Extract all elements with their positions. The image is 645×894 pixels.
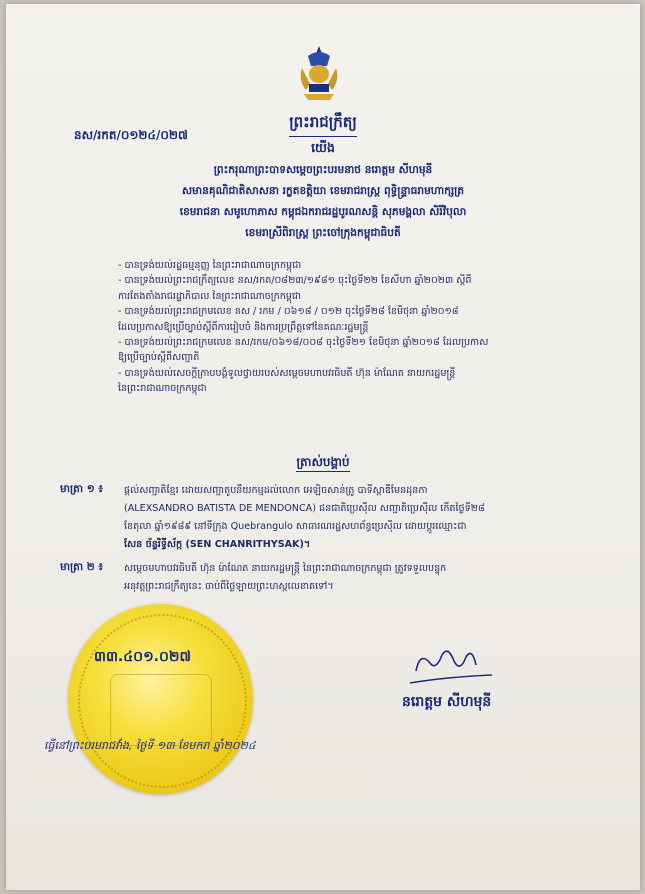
document-title <box>6 113 640 137</box>
signatory-name: នរោត្តម សីហមុនី <box>402 694 492 710</box>
section-heading <box>6 454 640 472</box>
seal-number: ៣៣.៤០១.០២៧ <box>94 649 191 665</box>
preamble-item: នៃព្រះរាជាណាចក្រកម្ពុជា <box>118 383 207 395</box>
preamble-list <box>118 258 588 397</box>
seal-inner-frame <box>110 674 212 746</box>
article-2-label: មាត្រា ២ ៖ <box>60 561 103 573</box>
reference-number: នស/រកត/០១២៤/០២៧ <box>74 128 188 142</box>
section-heading-text: ត្រាស់បង្គាប់ <box>296 455 349 472</box>
article-1-line: (ALEXSANDRO BATISTA DE MENDONCA) ជនជាតិប្រេស៊ីល សញ្ជាតិប្រេស៊ីល កើតថ្ងៃទី២៨ <box>124 503 485 514</box>
signature-icon <box>406 641 496 696</box>
preamble-item: ដែលប្រកាសឱ្យប្រើច្បាប់ស្តីពីការរៀបចំ និងការប្រព្រឹត្តទៅនៃគណៈរដ្ឋមន្ត្រី <box>118 321 369 333</box>
article-1-line: ផ្តល់សញ្ជាតិខ្មែរ ដោយសញ្ជាតូបនីយកម្មដល់លោក អេឡិចសាន់ត្រូ បាទីស្តាឌីមែនដុនកា <box>124 485 428 496</box>
royal-title-line: សមានគុណិជាតិសាសនា រក្ខតខត្តិយា ខេមរាជរាស្ត្រ ពុទ្ធិន្ទ្រាធរាមហាក្សត្រ <box>181 185 465 197</box>
preamble-item: - បានទ្រង់យល់ព្រះរាជក្រឹត្យលេខ នស/រកត/០៨២៣/១៩៨១ ចុះថ្ងៃទី២២ ខែសីហា ឆ្នាំ២០២៣ ស្តីពី <box>118 275 472 287</box>
royal-title-line: ខេមរាស្រីពិរាស្ត្រ ព្រះចៅក្រុងកម្ពុជាធិបតី <box>245 227 401 239</box>
seen-heading: យើង <box>311 140 335 155</box>
article-1-line: ខែតុលា ឆ្នាំ១៩៨៩ នៅទីក្រុង Quebrangulo សាធារណរដ្ឋសហព័ន្ធប្រេស៊ីល ដោយប្តូរឈ្មោះជា <box>124 521 467 532</box>
document-title-text: ព្រះរាជក្រឹត្យ <box>289 113 357 137</box>
preamble-item: - បានទ្រង់យល់ព្រះរាជក្រមលេខ នស/រកម/០៦១៨/០០៨ ចុះថ្ងៃទី២១ ខែមិថុនា ឆ្នាំ២០១៨ ដែលប្រកាស <box>118 337 489 349</box>
royal-emblem-icon <box>294 44 344 104</box>
article-2-line: អនុវត្តព្រះរាជក្រឹត្យនេះ ចាប់ពីថ្ងៃឡាយព្រះហស្តលេខាតទៅ។ <box>124 581 334 592</box>
decree-paper <box>6 4 640 890</box>
article-1-line: សែន ច័ន្ទរិទ្ធីស័ក្ក (SEN CHANRITHYSAK)។ <box>124 539 311 550</box>
preamble-item: - បានទ្រង់យល់រដ្ឋធម្មនុញ្ញ នៃព្រះរាជាណាចក្រកម្ពុជា <box>118 260 302 271</box>
royal-title-line: ខេមរាជនា សមូហោភាស កម្ពុជឯករាជរដ្ឋបូរណសន្តិ សុភមង្គលា សិរីវិបុលា <box>179 206 467 218</box>
article-1-label: មាត្រា ១ ៖ <box>60 483 103 495</box>
preamble-item: - បានទ្រង់យល់សេចក្តីក្រាបបង្គំទូលថ្វាយរបស់សម្តេចមហាបវរធិបតី ហ៊ុន ម៉ាណែត នាយករដ្ឋមន្ត្រី <box>118 367 456 379</box>
date-line: ធ្វើនៅព្រះបរមរាជវាំង, ថ្ងៃទី ១៣ ខែមករា ឆ្នាំ២០២៤ <box>44 739 256 752</box>
royal-seal <box>68 604 253 794</box>
royal-title-line: ព្រះករុណាព្រះបាទសម្តេចព្រះបរមនាថ នរោត្តម សីហមុនី <box>213 164 433 176</box>
preamble-item: ការតែងតាំងរាជរដ្ឋាភិបាល នៃព្រះរាជាណាចក្រកម្ពុជា <box>118 290 302 302</box>
preamble-item: - បានទ្រង់យល់ព្រះរាជក្រមលេខ នស / រកម / ០៦១៨ / ០១២ ចុះថ្ងៃទី២៨ ខែមិថុនា ឆ្នាំ២០១៨ <box>118 306 459 318</box>
article-2-line: សម្តេចមហាបវរធិបតី ហ៊ុន ម៉ាណែត នាយករដ្ឋមន្ត្រី នៃព្រះរាជាណាចក្រកម្ពុជា ត្រូវទទួលបន្ទុក <box>124 563 447 574</box>
preamble-item: ឱ្យប្រើច្បាប់ស្តីពីសញ្ជាតិ <box>118 352 200 364</box>
